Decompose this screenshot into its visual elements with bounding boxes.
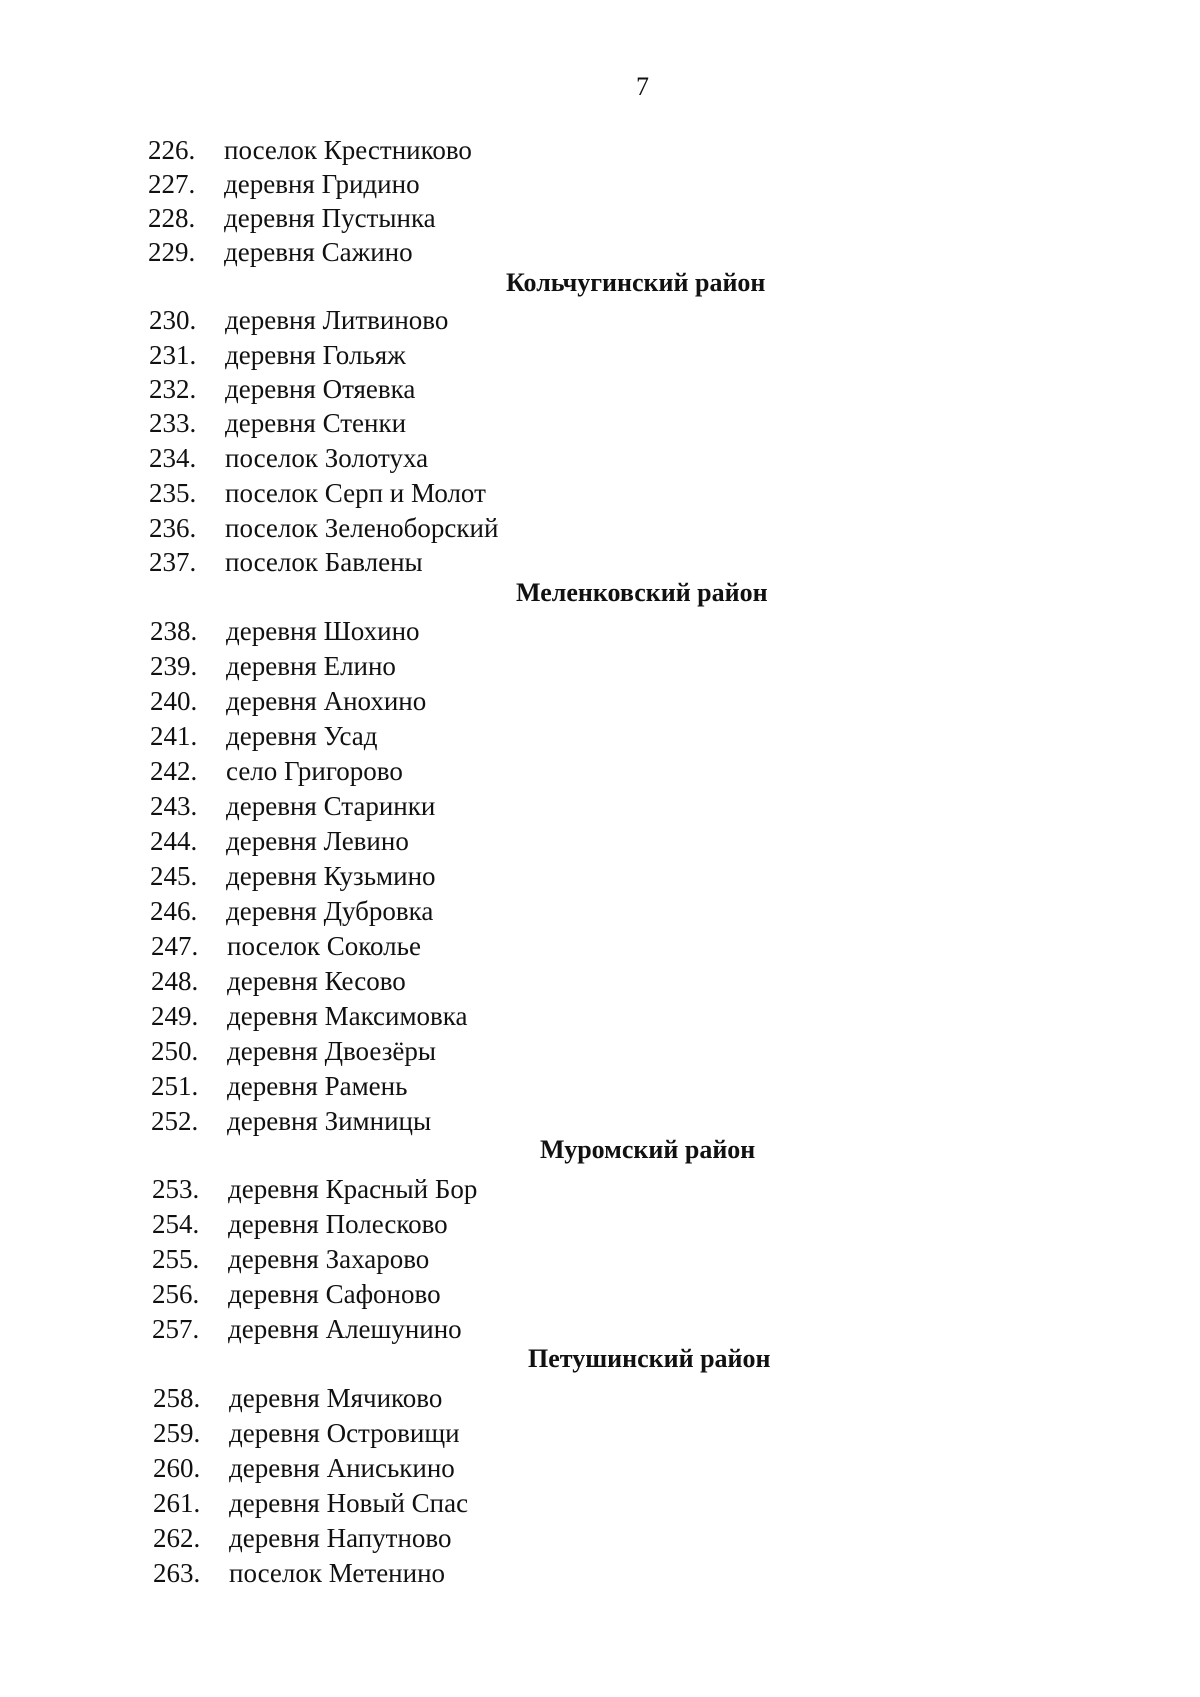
list-item — [149, 372, 415, 406]
list-item — [152, 1172, 477, 1206]
item-name: деревня Двоезёры — [227, 1036, 436, 1066]
list-item — [150, 649, 396, 683]
item-name: поселок Соколье — [227, 931, 421, 961]
list-item — [152, 1242, 429, 1276]
list-item — [149, 338, 406, 372]
item-number: 230. — [149, 305, 197, 335]
item-name: деревня Литвиново — [225, 305, 449, 335]
item-name: деревня Аниськино — [229, 1453, 455, 1483]
list-item — [150, 684, 426, 718]
item-name: село Григорово — [226, 756, 403, 786]
item-number: 238. — [150, 616, 198, 646]
item-number: 248. — [151, 966, 199, 996]
item-name: деревня Анохино — [226, 686, 427, 716]
item-name: поселок Зеленоборский — [225, 513, 499, 543]
list-item — [153, 1381, 442, 1415]
item-name: деревня Алешунино — [228, 1314, 462, 1344]
section-heading: Муромский район — [540, 1135, 756, 1164]
list-item — [150, 754, 403, 788]
item-name: деревня Дубровка — [226, 896, 434, 926]
item-number: 242. — [150, 756, 198, 786]
item-number: 259. — [153, 1418, 201, 1448]
item-number: 232. — [149, 374, 197, 404]
list-item — [151, 1104, 431, 1138]
list-item — [151, 999, 467, 1033]
item-number: 250. — [151, 1036, 199, 1066]
item-number: 257. — [152, 1314, 200, 1344]
list-item — [150, 614, 420, 648]
item-name: деревня Новый Спас — [229, 1488, 469, 1518]
list-item — [152, 1277, 441, 1311]
item-name: деревня Пустынка — [224, 203, 436, 233]
item-name: деревня Сафоново — [228, 1279, 441, 1309]
item-number: 241. — [150, 721, 198, 751]
item-name: поселок Метенино — [229, 1558, 446, 1588]
list-item — [150, 859, 436, 893]
list-item — [152, 1312, 462, 1346]
item-name: деревня Максимовка — [227, 1001, 468, 1031]
item-number: 234. — [149, 443, 197, 473]
item-name: поселок Крестниково — [224, 135, 472, 165]
item-number: 227. — [148, 169, 196, 199]
item-number: 245. — [150, 861, 198, 891]
item-name: деревня Зимницы — [227, 1106, 432, 1136]
item-number: 254. — [152, 1209, 200, 1239]
item-name: деревня Захарово — [228, 1244, 430, 1274]
item-name: деревня Старинки — [226, 791, 436, 821]
list-item — [149, 545, 423, 579]
item-number: 253. — [152, 1174, 200, 1204]
list-item — [149, 441, 428, 475]
item-name: деревня Кузьмино — [226, 861, 436, 891]
item-number: 255. — [152, 1244, 200, 1274]
item-name: деревня Елино — [226, 651, 396, 681]
list-item — [148, 235, 413, 269]
list-item — [153, 1486, 468, 1520]
item-number: 258. — [153, 1383, 201, 1413]
item-name: деревня Гольяж — [225, 340, 406, 370]
item-name: поселок Золотуха — [225, 443, 429, 473]
list-item — [148, 167, 420, 201]
list-item — [149, 476, 486, 510]
list-item — [148, 133, 472, 167]
item-name: деревня Кесово — [227, 966, 406, 996]
list-item — [148, 201, 436, 235]
list-item — [151, 964, 406, 998]
item-number: 251. — [151, 1071, 199, 1101]
item-number: 226. — [148, 135, 196, 165]
item-name: деревня Гридино — [224, 169, 420, 199]
item-number: 228. — [148, 203, 196, 233]
item-number: 247. — [151, 931, 199, 961]
section-heading: Петушинский район — [528, 1344, 771, 1373]
section-heading: Меленковский район — [516, 578, 768, 607]
item-name: деревня Отяевка — [225, 374, 416, 404]
list-item — [151, 1034, 436, 1068]
list-item — [150, 824, 409, 858]
item-number: 229. — [148, 237, 196, 267]
item-number: 246. — [150, 896, 198, 926]
list-item — [150, 789, 435, 823]
list-item — [150, 894, 433, 928]
list-item — [149, 406, 406, 440]
item-number: 263. — [153, 1558, 201, 1588]
item-name: поселок Бавлены — [225, 547, 423, 577]
item-name: деревня Шохино — [226, 616, 420, 646]
list-item — [153, 1521, 451, 1555]
item-name: деревня Мячиково — [229, 1383, 443, 1413]
item-number: 231. — [149, 340, 197, 370]
list-item — [150, 719, 377, 753]
list-item — [149, 511, 498, 545]
item-name: поселок Серп и Молот — [225, 478, 486, 508]
section-heading: Кольчугинский район — [506, 268, 766, 297]
item-number: 244. — [150, 826, 198, 856]
item-name: деревня Островищи — [229, 1418, 460, 1448]
item-number: 260. — [153, 1453, 201, 1483]
item-number: 252. — [151, 1106, 199, 1136]
list-item — [151, 1069, 407, 1103]
list-item — [152, 1207, 448, 1241]
list-item — [151, 929, 421, 963]
list-item — [153, 1556, 445, 1590]
item-number: 249. — [151, 1001, 199, 1031]
page-number: 7 — [636, 72, 649, 101]
item-number: 239. — [150, 651, 198, 681]
list-item — [149, 303, 448, 337]
item-number: 237. — [149, 547, 197, 577]
item-number: 262. — [153, 1523, 201, 1553]
item-name: деревня Красный Бор — [228, 1174, 478, 1204]
item-name: деревня Сажино — [224, 237, 413, 267]
list-item — [153, 1451, 455, 1485]
list-item — [153, 1416, 460, 1450]
item-number: 236. — [149, 513, 197, 543]
item-number: 256. — [152, 1279, 200, 1309]
item-number: 261. — [153, 1488, 201, 1518]
item-name: деревня Рамень — [227, 1071, 408, 1101]
item-number: 240. — [150, 686, 198, 716]
item-name: деревня Полесково — [228, 1209, 448, 1239]
item-name: деревня Напутново — [229, 1523, 452, 1553]
item-name: деревня Стенки — [225, 408, 407, 438]
item-number: 235. — [149, 478, 197, 508]
item-name: деревня Левино — [226, 826, 409, 856]
item-number: 243. — [150, 791, 198, 821]
item-name: деревня Усад — [226, 721, 378, 751]
item-number: 233. — [149, 408, 197, 438]
